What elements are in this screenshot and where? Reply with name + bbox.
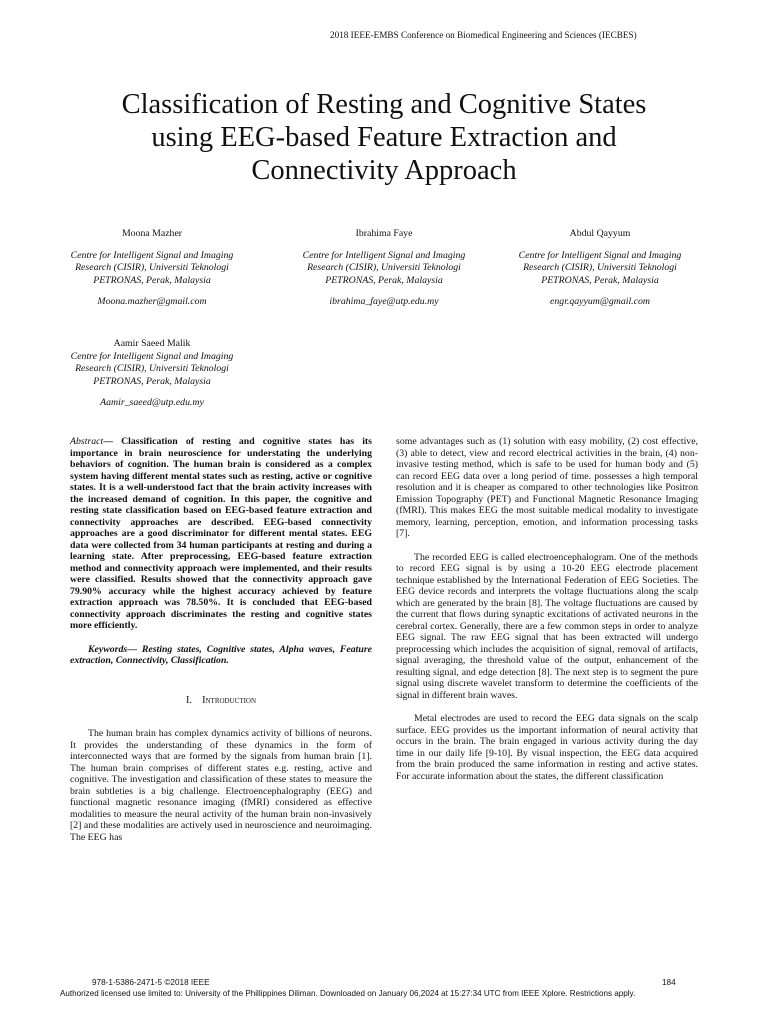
section-title: Introduction <box>202 694 257 706</box>
title-line: Connectivity Approach <box>251 155 517 186</box>
author-affiliation: Centre for Intelligent Signal and Imaging Research (CISIR), Universiti Teknologi PETRONAS, Perak, Malaysia <box>302 249 466 286</box>
author-name: Aamir Saeed Malik <box>113 338 191 349</box>
keywords <box>70 644 372 667</box>
author-block <box>52 228 252 309</box>
license-notice: Authorized licensed use limited to: University of the Phillippines Diliman. Downloaded on January 06,2024 at 15:27:34 UTC from IEEE Xplore. Restrictions apply. <box>60 989 636 998</box>
author-name: Abdul Qayyum <box>569 228 631 239</box>
paragraph: The recorded EEG is called electroencephalogram. One of the methods to record EEG signal is by using a 10-20 EEG electrode placement technique established by the International Federation of EEG Societies. The EEG device records and interprets the voltage fluctuations along the scalp which are generated by the brain [8]. The voltage fluctuations are caused by the current that flows during synaptic excitations of activated neurons in the cerebral cortex. Generally, there are a few common steps in order to analyze EEG signal. The raw EEG signal that has been extracted will undergo preprocessing which includes the acquisition of signal, removal of artifacts, signal averaging, the threshold value of the output, enhancement of the resulting signal, and edge detection [8]. The next step is to segment the pure signal using discrete wavelet transform to determine the coefficients of the signal in different brain waves. <box>396 551 698 701</box>
author-affiliation: Centre for Intelligent Signal and Imaging Research (CISIR), Universiti Teknologi PETRONAS, Perak, Malaysia <box>518 249 682 286</box>
author-block <box>52 338 252 410</box>
author-email: engr.qayyum@gmail.com <box>550 296 650 307</box>
author-email: ibrahima_faye@utp.edu.my <box>329 296 439 307</box>
section-number: I. <box>185 694 192 706</box>
isbn-footer: 978-1-5386-2471-5 ©2018 IEEE <box>92 978 210 987</box>
paper-title <box>60 88 708 187</box>
author-name: Ibrahima Faye <box>355 228 413 239</box>
keywords-label: Keywords <box>88 643 128 655</box>
author-block <box>284 228 484 309</box>
abstract <box>70 436 372 632</box>
section-heading <box>70 695 372 707</box>
left-column <box>70 436 372 843</box>
abstract-body: — Classification of resting and cognitive states has its importance in brain neuroscience for understating the underlying behaviors of cognition. The human brain is considered as a complex system having different mental states such as resting, active or cognitive states. It is a well-understood fact that the brain activity increases with the increased demand of cognition. In this paper, the cognitive and resting state classification based on EEG-based feature extraction and connectivity approaches are described. EEG-based connectivity approaches are a good discriminator for different mental states. EEG data were collected from 34 human participants at resting and during a learning state. After preprocessing, EEG-based feature extraction method and connectivity approach were implemented, and their results were classified. Results showed that the connectivity approach gave 79.90% accuracy while the highest accuracy achieved by feature extraction approach was 78.50%. It is concluded that EEG-based connectivity approach discriminates the resting and cognitive states more efficiently. <box>70 436 372 631</box>
author-affiliation: Centre for Intelligent Signal and Imaging Research (CISIR), Universiti Teknologi PETRONAS, Perak, Malaysia <box>70 350 234 387</box>
title-line: using EEG-based Feature Extraction and <box>151 122 617 153</box>
conference-header: 2018 IEEE-EMBS Conference on Biomedical Engineering and Sciences (IECBES) <box>330 30 637 40</box>
paragraph: The human brain has complex dynamics activity of billions of neurons. It provides the understanding of these dynamics in the form of interconnected ways that are formed by the signals from human brain [1]. The human brain comprises of different states e.g. resting, active and cognitive. The investigation and classification of these states to measure the brain subtleties is a big challenge. Electroencephalography (EEG) and functional magnetic resonance imaging (fMRI) considered as effective modalities to measure the neural activity of the human brain non-invasively [2] and these modalities are actively used in neuroscience and neuroimaging. The EEG has <box>70 728 372 843</box>
keywords-body: — Resting states, Cognitive states, Alpha waves, Feature extraction, Connectivity, Classification. <box>70 643 372 666</box>
abstract-label: Abstract <box>70 436 104 447</box>
page-number: 184 <box>662 978 676 987</box>
paragraph: some advantages such as (1) solution with easy mobility, (2) cost effective, (3) able to detect, view and record electrical activities in the brain, (4) non-invasive testing method, which is safe to be used for human body and (5) can record EEG data over a long period of time. possesses a high temporal resolution and it is cheaper as compared to other technologies like Positron Emission Topography (PET) and Functional Magnetic Resonance Imaging (fMRI). This makes EEG the most suitable medical modality to investigate memory, learning, perception, emotion, and information processing tasks [7]. <box>396 436 698 539</box>
author-email: Moona.mazher@gmail.com <box>97 296 207 307</box>
paragraph: Metal electrodes are used to record the EEG data signals on the scalp surface. EEG provides us the important information of neural activity that occurs in the brain. The brain engaged in various activity during the day time in our daily life [9-10]. By visual inspection, the EEG data acquired from the brain produced the same information in resting and active states. For accurate information about the states, the different classification <box>396 713 698 782</box>
author-email: Aamir_saeed@utp.edu.my <box>100 397 204 408</box>
title-line: Classification of Resting and Cognitive States <box>121 89 647 120</box>
author-block <box>500 228 700 309</box>
right-column <box>396 436 698 782</box>
author-name: Moona Mazher <box>121 228 183 239</box>
author-affiliation: Centre for Intelligent Signal and Imaging Research (CISIR), Universiti Teknologi PETRONAS, Perak, Malaysia <box>70 249 234 286</box>
